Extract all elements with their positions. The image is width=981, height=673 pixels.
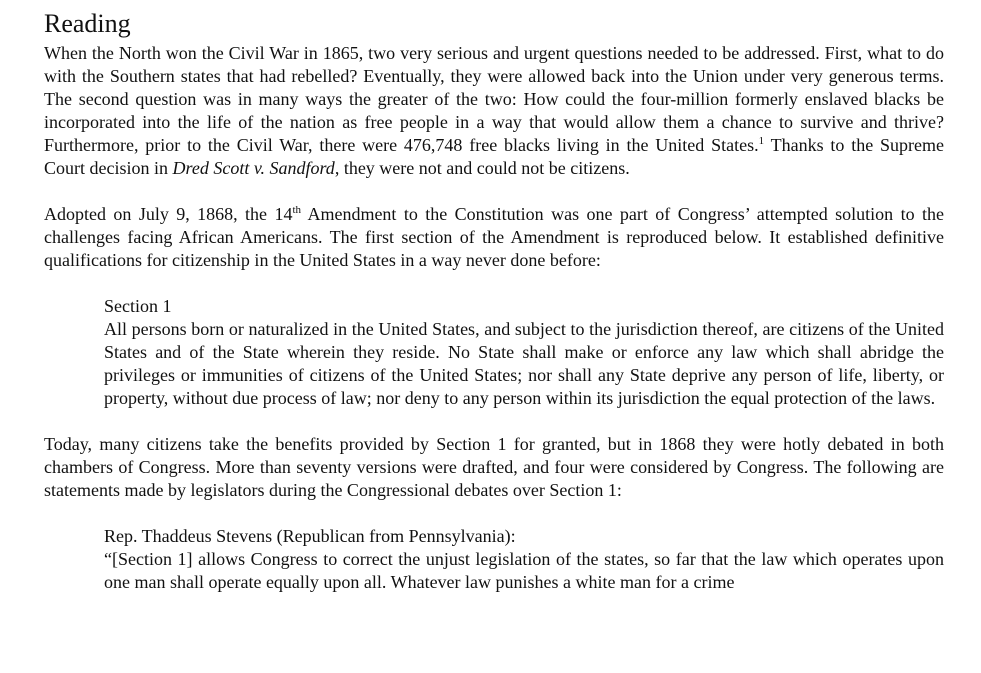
ordinal-suffix: th: [292, 204, 302, 216]
document-page: [44, 8, 944, 594]
paragraph-spacer: [44, 272, 944, 295]
section-title: Section 1: [104, 296, 172, 316]
intro-text-end: , they were not and could not be citizens.: [334, 158, 630, 178]
quote-block: [104, 525, 944, 594]
quote-speaker: Rep. Thaddeus Stevens (Republican from Pennsylvania):: [104, 526, 516, 546]
case-name: Dred Scott v. Sandford: [172, 158, 335, 178]
page-title: Reading: [44, 9, 131, 38]
quote-text: “[Section 1] allows Congress to correct the unjust legislation of the states, so far that the law which operates upon one man shall operate equally upon all. Whatever law punishes a white man for a crime: [104, 549, 944, 592]
section-block: [104, 295, 944, 410]
debate-paragraph: Today, many citizens take the benefits provided by Section 1 for granted, but in 1868 they were hotly debated in both chambers of Congress. More than seventy versions were drafted, and four were considered by Congress. The following are statements made by legislators during the Congressional debates over Section 1:: [44, 434, 944, 500]
amendment-text: Adopted on July 9, 1868, the 14: [44, 204, 293, 224]
amendment-text-cont: Amendment to the Constitution was one part of Congress’ attempted solution to the challenges facing African Americans. The first section of the Amendment is reproduced below. It established definitive qualifications for citizenship in the United States in a way never done before:: [44, 204, 944, 270]
paragraph-spacer: [44, 410, 944, 433]
paragraph-spacer: [44, 180, 944, 203]
footnote-reference[interactable]: 1: [758, 135, 765, 147]
intro-text-cont: Thanks to the Supreme Court decision in: [44, 135, 945, 178]
section-text: All persons born or naturalized in the United States, and subject to the jurisdiction thereof, are citizens of the United States and of the State wherein they reside. No State shall make or enforce any law which shall abridge the privileges or immunities of citizens of the United States; nor shall any State deprive any person of life, liberty, or property, without due process of law; nor deny to any person within its jurisdiction the equal protection of the laws.: [104, 319, 944, 408]
intro-paragraph: [44, 42, 944, 180]
intro-text: When the North won the Civil War in 1865, two very serious and urgent questions needed to be addressed. First, what to do with the Southern states that had rebelled? Eventually, they were allowed back into the Union under very generous terms. The second question was in many ways the greater of the two: How could the four-million formerly enslaved blacks be incorporated into the life of the nation as free people in a way that would allow them a chance to survive and thrive? Furthermore, prior to the Civil War, there were 476,748 free blacks living in the United States.: [44, 43, 944, 155]
amendment-paragraph: [44, 203, 944, 272]
paragraph-spacer: [44, 502, 944, 525]
